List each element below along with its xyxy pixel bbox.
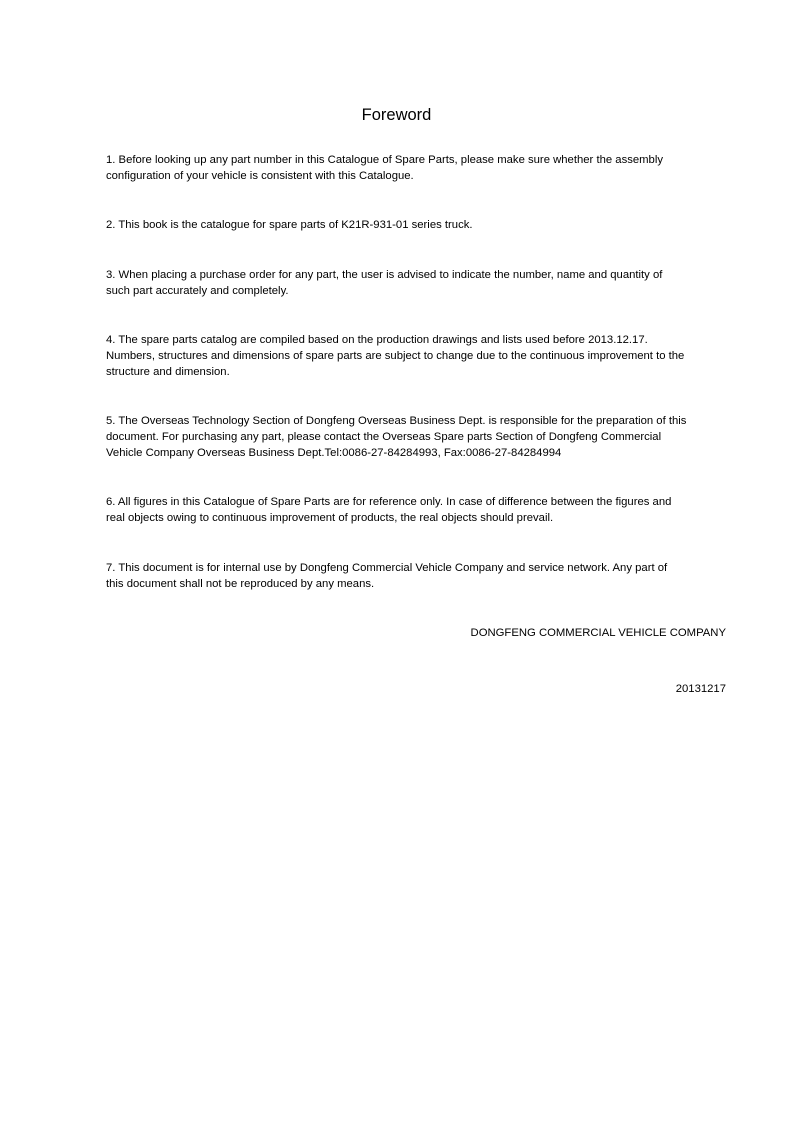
company-name: DONGFENG COMMERCIAL VEHICLE COMPANY (470, 627, 726, 639)
foreword-item-1-line-1: 1. Before looking up any part number in this Catalogue of Spare Parts, please make sure whether the assembly (106, 154, 663, 166)
foreword-item-7-line-1: 7. This document is for internal use by Dongfeng Commercial Vehicle Company and service network. Any part of (106, 562, 668, 574)
foreword-item-3-line-2: such part accurately and completely. (106, 285, 289, 297)
foreword-item-7 (106, 560, 736, 592)
foreword-item-2 (106, 217, 736, 233)
foreword-item-6-line-1: 6. All figures in this Catalogue of Spare Parts are for reference only. In case of difference between the figures and (106, 496, 672, 508)
foreword-item-3 (106, 267, 736, 299)
page-title: Foreword (361, 106, 432, 124)
foreword-item-5 (106, 413, 736, 461)
foreword-item-4 (106, 332, 736, 380)
foreword-item-6 (106, 494, 736, 526)
foreword-item-5-line-3: Vehicle Company Overseas Business Dept.Tel:0086-27-84284993, Fax:0086-27-84284994 (106, 447, 562, 459)
foreword-item-4-line-2: Numbers, structures and dimensions of spare parts are subject to change due to the continuous improvement to the (106, 350, 685, 362)
foreword-item-4-line-1: 4. The spare parts catalog are compiled based on the production drawings and lists used before 2013.12.17. (106, 334, 648, 346)
foreword-item-4-line-3: structure and dimension. (106, 366, 230, 378)
document-date: 20131217 (675, 683, 726, 695)
foreword-item-7-line-2: this document shall not be reproduced by any means. (106, 578, 375, 590)
foreword-item-5-line-2: document. For purchasing any part, please contact the Overseas Spare parts Section of Dongfeng Commercial (106, 431, 662, 443)
foreword-item-3-line-1: 3. When placing a purchase order for any part, the user is advised to indicate the number, name and quantity of (106, 269, 663, 281)
foreword-item-5-line-1: 5. The Overseas Technology Section of Dongfeng Overseas Business Dept. is responsible for the preparation of this (106, 415, 687, 427)
foreword-item-2-line-1: 2. This book is the catalogue for spare parts of K21R-931-01 series truck. (106, 219, 473, 231)
foreword-item-1-line-2: configuration of your vehicle is consistent with this Catalogue. (106, 170, 414, 182)
foreword-item-1 (106, 152, 736, 184)
foreword-item-6-line-2: real objects owing to continuous improvement of products, the real objects should prevail. (106, 512, 554, 524)
